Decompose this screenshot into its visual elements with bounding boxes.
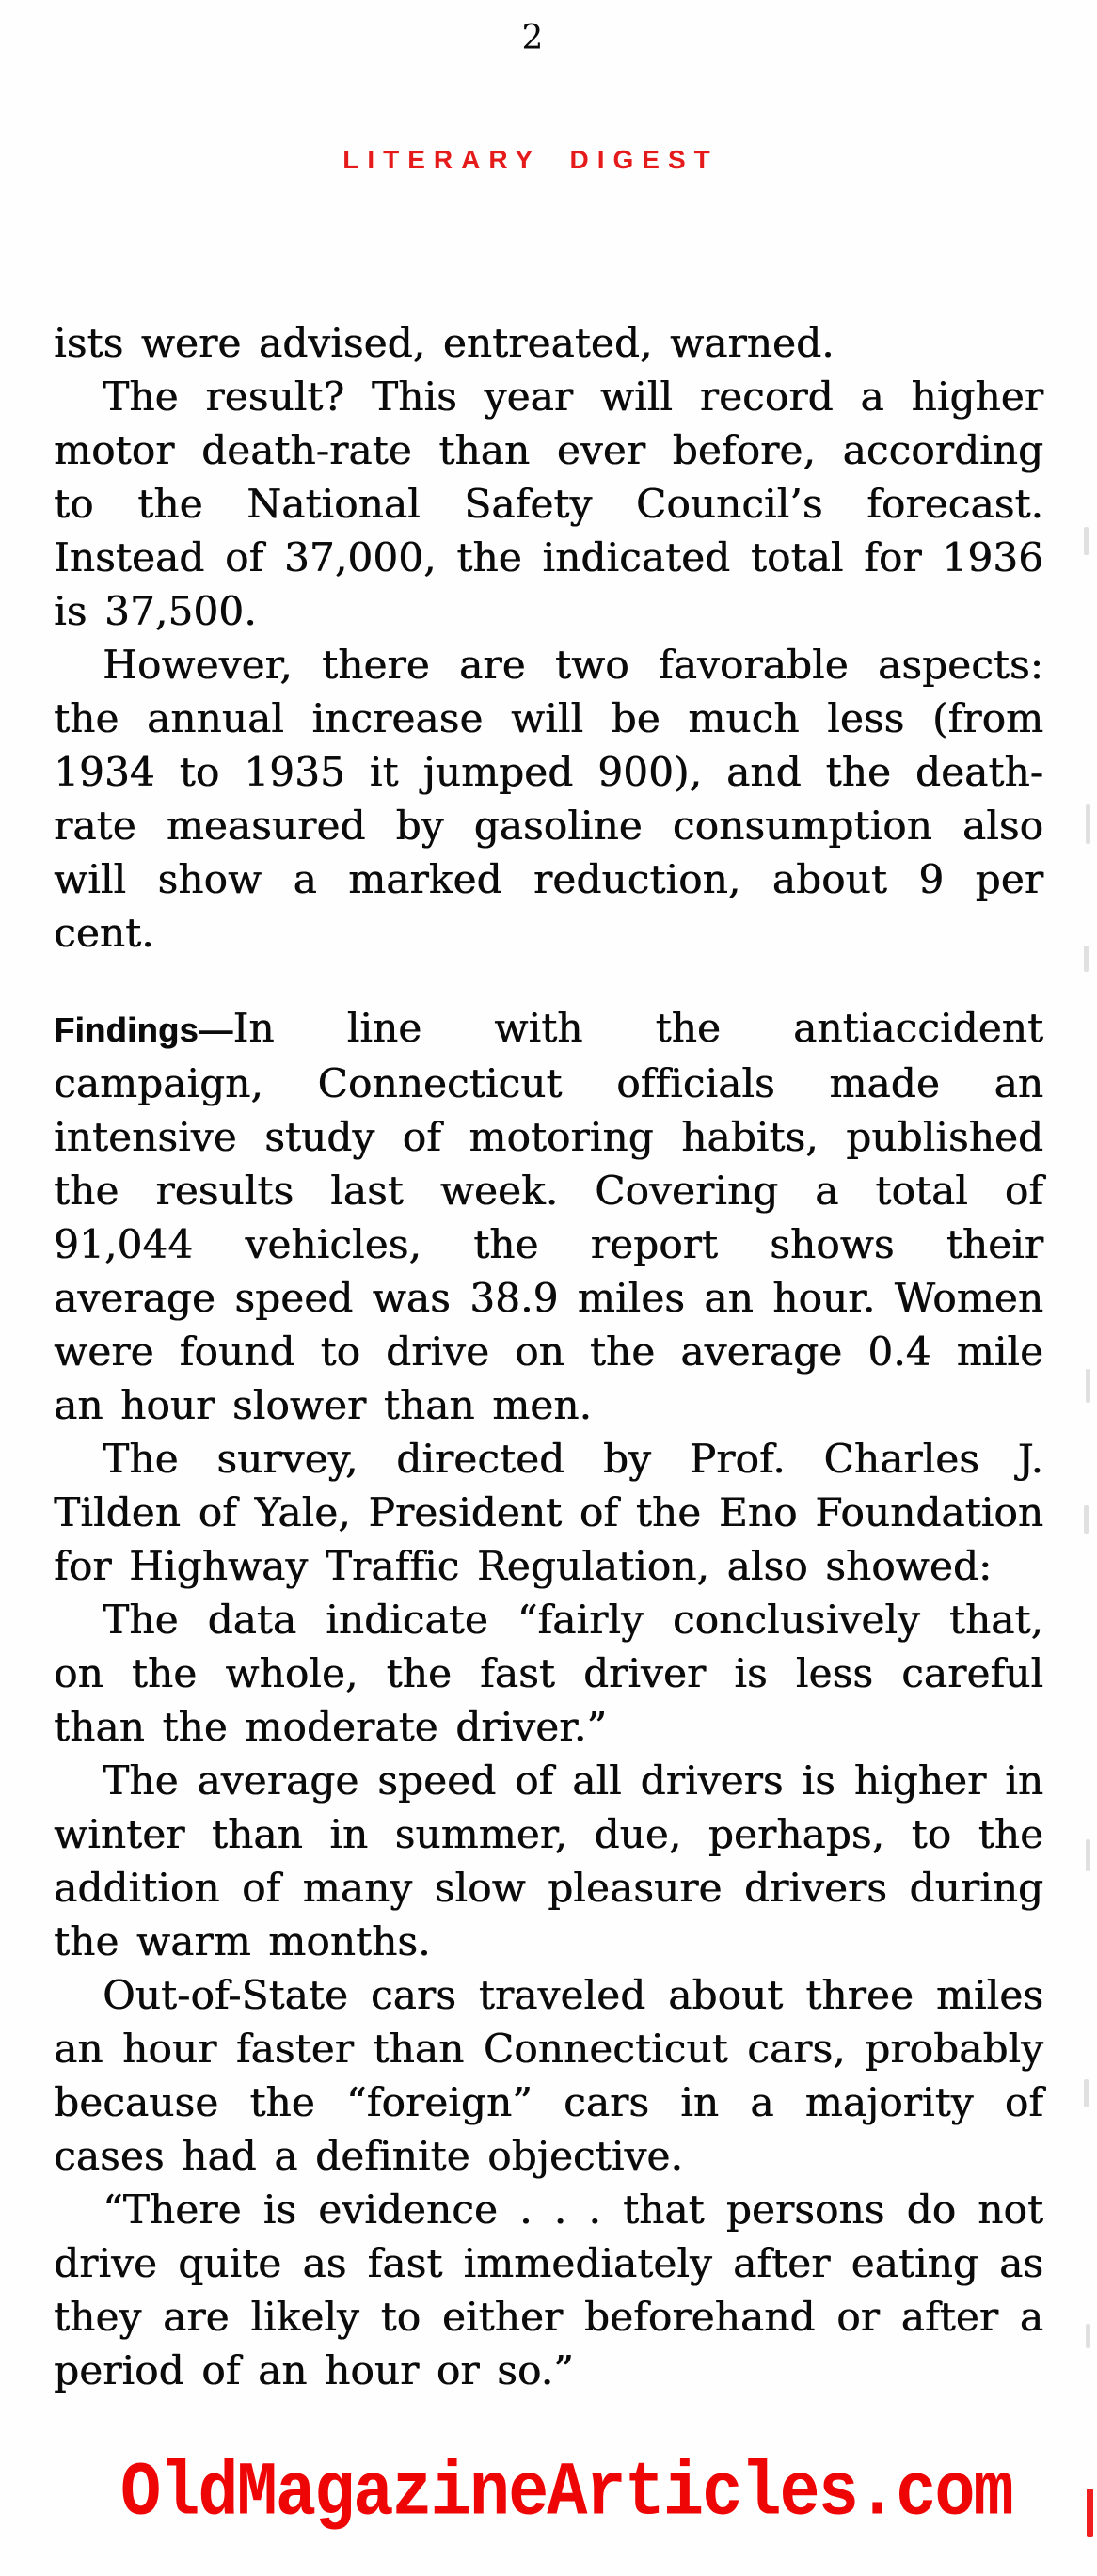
article-paragraph: Out-of-State cars traveled about three miles an hour faster than Connecticut cars, probably because the “foreign” cars in a majority of cases had a definite objective. — [54, 1972, 1043, 2179]
article-text-column — [54, 316, 1043, 2397]
article-paragraph: The survey, directed by Prof. Charles J. Tilden of Yale, President of the Eno Foundation for Highway Traffic Regulation, also showed: — [54, 1436, 1043, 1589]
findings-paragraph-text: In line with the antiaccident campaign, Connecticut officials made an intensive study of motoring habits, published the results last week. Covering a total of 91,044 vehicles, the report shows their average speed was 38.9 miles an hour. Women were found to drive on the average 0.4 mile an hour slower than men. — [54, 1005, 1043, 1428]
masthead-title: LITERARY DIGEST — [342, 145, 719, 174]
scan-artifact — [1084, 1505, 1089, 1534]
article-paragraph: The average speed of all drivers is higher in winter than in summer, due, perhaps, to the addition of many slow pleasure drivers during the warm months. — [54, 1757, 1043, 1964]
article-paragraph: ists were advised, entreated, warned. — [54, 320, 835, 366]
scan-artifact — [1084, 946, 1089, 972]
article-paragraph: However, there are two favorable aspects: the annual increase will be much less (from 1934 to 1935 it jumped 900), and the death-rate measured by gasoline consumption also will show a marked reduction, about 9 per cent. — [54, 642, 1043, 956]
scan-artifact — [1084, 2079, 1089, 2107]
scan-artifact — [1086, 1839, 1090, 1871]
scan-artifact-red — [1087, 2489, 1093, 2537]
scan-artifact — [1086, 1369, 1090, 1403]
scan-artifact — [1084, 527, 1089, 555]
article-paragraph: The result? This year will record a higher motor death-rate than ever before, according to the National Safety Council’s forecast. Instead of 37,000, the indicated total for 1936 is 37,500. — [54, 374, 1043, 634]
watermark-site-name: OldMagazineArticles.com — [120, 2450, 1012, 2537]
page-number: 2 — [521, 19, 544, 57]
scan-artifact — [1086, 804, 1090, 844]
article-paragraph: “There is evidence . . . that persons do not drive quite as fast immediately after eating as they are likely to either beforehand or after a period of an hour or so.” — [54, 2186, 1043, 2393]
article-paragraph-findings — [54, 1001, 1043, 1432]
article-paragraph: The data indicate “fairly conclusively that, on the whole, the fast driver is less careful than the moderate driver.” — [54, 1597, 1043, 1750]
scan-artifact — [1086, 2324, 1090, 2348]
findings-section-lead: Findings— — [54, 1010, 233, 1049]
